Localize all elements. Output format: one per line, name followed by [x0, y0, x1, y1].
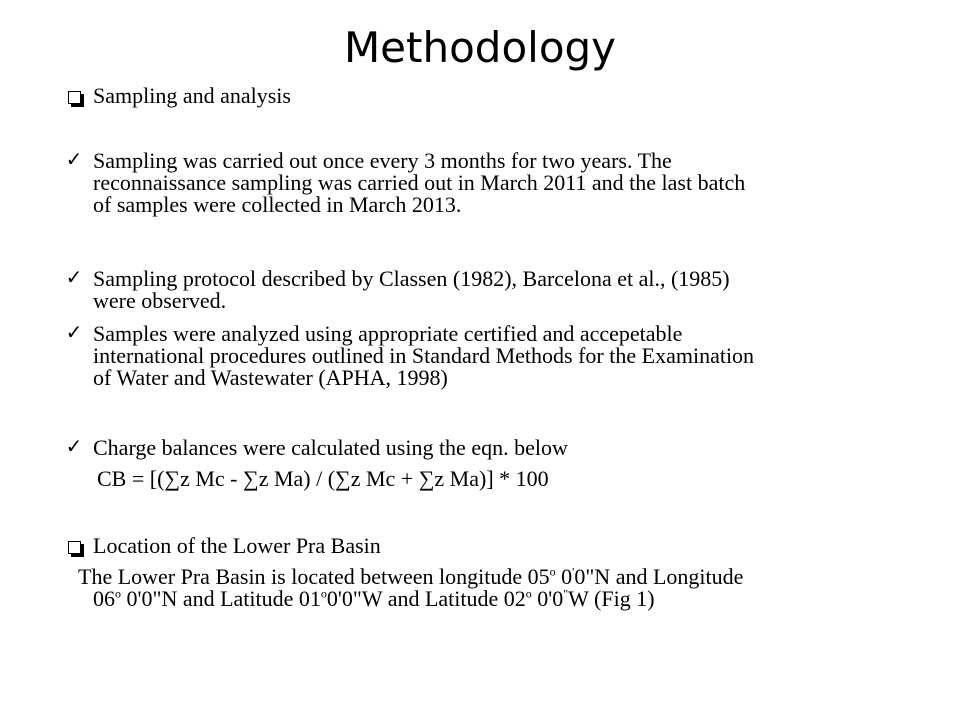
bullet-item: [93, 150, 908, 216]
bullet-line: Sampling was carried out once every 3 months for two years. The: [93, 148, 672, 173]
section-heading-sampling: [93, 85, 908, 107]
bullet-item: [93, 323, 908, 389]
bullet-line: were observed.: [93, 288, 227, 313]
location-paragraph: [78, 566, 908, 610]
bullet-line: Sampling protocol described by Classen (1982), Barcelona et al., (1985): [93, 266, 730, 291]
checkmark-icon: ✓: [65, 434, 83, 458]
page-title: Methodology: [343, 23, 617, 72]
bullet-line: Charge balances were calculated using the eqn. below: [93, 435, 568, 460]
section-heading-text: Sampling and analysis: [93, 83, 291, 108]
bullet-item: [93, 437, 908, 459]
bullet-line: Samples were analyzed using appropriate certified and accepetable: [93, 321, 683, 346]
section-heading-text: Location of the Lower Pra Basin: [93, 533, 381, 558]
bullet-line: of Water and Wastewater (APHA, 1998): [93, 365, 448, 390]
bullet-line: international procedures outlined in Standard Methods for the Examination: [93, 343, 755, 368]
bullet-line: of samples were collected in March 2013.: [93, 192, 462, 217]
equation: [97, 468, 912, 490]
checkmark-icon: ✓: [65, 320, 83, 344]
section-heading-location: [93, 535, 908, 557]
checkmark-icon: ✓: [65, 147, 83, 171]
bullet-line: reconnaissance sampling was carried out in March 2011 and the last batch: [93, 170, 746, 195]
paragraph-line: The Lower Pra Basin is located between longitude 05$^o$ 0'0"N and Longitude: [78, 564, 744, 589]
equation-text: CB = [(∑z Mc - ∑z Ma) / (∑z Mc + ∑z Ma)] * 100: [97, 466, 549, 491]
square-bullet-icon: [63, 87, 85, 109]
checkmark-icon: ✓: [65, 265, 83, 289]
bullet-item: [93, 268, 908, 312]
paragraph-line: 06$^o$ 0'0"N and Latitude 01$^o$0'0"W and Latitude 02$^o$ 0'0"W (Fig 1): [93, 586, 655, 611]
square-bullet-icon: [63, 537, 85, 559]
